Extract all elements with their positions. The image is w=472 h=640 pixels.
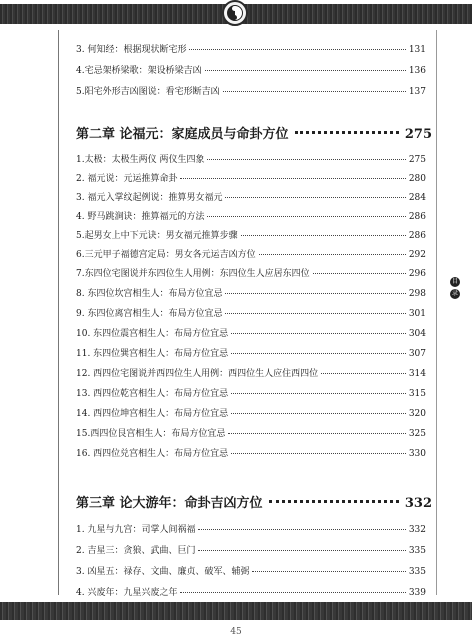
toc-entry[interactable] bbox=[76, 386, 426, 402]
toc-entry-page: 307 bbox=[408, 349, 426, 359]
toc-entry-title: 8. 东四位坎宫相生人：布局方位宜忌 bbox=[76, 289, 223, 299]
toc-entry-page: 286 bbox=[408, 212, 426, 222]
toc-entry-page: 280 bbox=[408, 174, 426, 184]
toc-entry-page: 332 bbox=[408, 525, 426, 535]
toc-entry-page: 298 bbox=[408, 289, 426, 299]
leader-dots bbox=[180, 592, 405, 593]
leader-dots bbox=[231, 333, 406, 334]
toc-entry[interactable] bbox=[76, 190, 426, 206]
leader-dots bbox=[225, 313, 405, 314]
toc-entry-title: 3. 何知经：根据现状断宅形 bbox=[76, 45, 187, 55]
toc-entry-title: 5.阳宅外形吉凶图说：看宅形断吉凶 bbox=[76, 87, 220, 97]
leader-dots bbox=[180, 178, 405, 179]
toc-entry-page: 275 bbox=[408, 155, 426, 165]
chapter-title: 第二章 论福元：家庭成员与命卦方位 bbox=[76, 127, 289, 142]
leader-dots bbox=[223, 91, 406, 92]
chapter-title: 第三章 论大游年：命卦吉凶方位 bbox=[76, 496, 263, 511]
toc-entry-page: 330 bbox=[408, 449, 426, 459]
toc-entry-title: 3. 福元入掌纹起例说：推算男女福元 bbox=[76, 193, 223, 203]
toc-entry[interactable] bbox=[76, 42, 426, 58]
leader-dots bbox=[269, 500, 399, 503]
toc-entry-title: 16. 西四位兑宫相生人：布局方位宜忌 bbox=[76, 449, 229, 459]
toc-entry-title: 4. 兴废年：九星兴废之年 bbox=[76, 588, 178, 598]
toc-entry[interactable] bbox=[76, 63, 426, 79]
toc-entry-page: 335 bbox=[408, 567, 426, 577]
chapter-page: 275 bbox=[404, 127, 432, 142]
toc-entry-page: 325 bbox=[408, 429, 426, 439]
leader-dots bbox=[225, 293, 405, 294]
leader-dots bbox=[321, 373, 406, 374]
toc-entry-page: 284 bbox=[408, 193, 426, 203]
bottom-decorative-band bbox=[0, 602, 472, 620]
leader-dots bbox=[189, 49, 405, 50]
chapter-heading[interactable] bbox=[76, 492, 432, 514]
leader-dots bbox=[225, 197, 405, 198]
toc-entry-page: 301 bbox=[408, 309, 426, 319]
leader-dots bbox=[198, 550, 405, 551]
toc-entry[interactable] bbox=[76, 426, 426, 442]
toc-entry[interactable] bbox=[76, 171, 426, 187]
toc-entry-page: 315 bbox=[408, 389, 426, 399]
toc-entry[interactable] bbox=[76, 326, 426, 342]
toc-entry[interactable] bbox=[76, 228, 426, 244]
toc-entry[interactable] bbox=[76, 564, 426, 580]
leader-dots bbox=[241, 235, 406, 236]
toc-entry-title: 15.西四位艮宫相生人：布局方位宜忌 bbox=[76, 429, 226, 439]
right-margin-rule bbox=[436, 30, 437, 595]
toc-entry[interactable] bbox=[76, 366, 426, 382]
toc-entry-title: 11. 东四位巽宫相生人：布局方位宜忌 bbox=[76, 349, 229, 359]
toc-entry-page: 320 bbox=[408, 409, 426, 419]
toc-entry-title: 12. 西四位宅图说并西四位生人用例：西四位生人应住西四位 bbox=[76, 369, 319, 379]
toc-entry-page: 136 bbox=[408, 66, 426, 76]
leader-dots bbox=[313, 273, 406, 274]
leader-dots bbox=[231, 353, 406, 354]
toc-entry-title: 7.东四位宅图说并东四位生人用例：东四位生人应居东四位 bbox=[76, 269, 310, 279]
toc-entry[interactable] bbox=[76, 266, 426, 282]
leader-dots bbox=[295, 131, 399, 134]
toc-entry[interactable] bbox=[76, 152, 426, 168]
toc-entry[interactable] bbox=[76, 446, 426, 462]
leader-dots bbox=[228, 433, 405, 434]
toc-entry-page: 286 bbox=[408, 231, 426, 241]
chapter-heading[interactable] bbox=[76, 123, 432, 145]
toc-entry-title: 4. 野马跳涧诀：推算福元的方法 bbox=[76, 212, 205, 222]
leader-dots bbox=[207, 159, 405, 160]
toc-entry-title: 6.三元甲子福德宫定局：男女各元运吉凶方位 bbox=[76, 250, 256, 260]
toc-entry[interactable] bbox=[76, 522, 426, 538]
toc-entry-title: 4.宅忌架桥梁歌：架设桥梁吉凶 bbox=[76, 66, 202, 76]
leader-dots bbox=[205, 70, 406, 71]
leader-dots bbox=[231, 413, 406, 414]
leader-dots bbox=[252, 571, 405, 572]
toc-entry-page: 296 bbox=[408, 269, 426, 279]
toc-entry[interactable] bbox=[76, 346, 426, 362]
toc-entry[interactable] bbox=[76, 84, 426, 100]
side-tab-marker-icon: 目 录 bbox=[451, 278, 458, 297]
toc-entry[interactable] bbox=[76, 306, 426, 322]
toc-entry-page: 304 bbox=[408, 329, 426, 339]
toc-entry-title: 3. 凶星五：禄存、文曲、廉贞、破军、辅弼 bbox=[76, 567, 250, 577]
toc-entry-title: 2. 福元说：元运推算命卦 bbox=[76, 174, 178, 184]
toc-entry[interactable] bbox=[76, 247, 426, 263]
toc-entry[interactable] bbox=[76, 286, 426, 302]
toc-entry-page: 137 bbox=[408, 87, 426, 97]
yin-yang-emblem-icon bbox=[222, 0, 248, 26]
toc-entry-page: 335 bbox=[408, 546, 426, 556]
toc-entry[interactable] bbox=[76, 406, 426, 422]
chapter-page: 332 bbox=[404, 496, 432, 511]
toc-entry[interactable] bbox=[76, 209, 426, 225]
leader-dots bbox=[259, 254, 406, 255]
toc-entry-title: 14. 西四位坤宫相生人：布局方位宜忌 bbox=[76, 409, 229, 419]
left-margin-rule bbox=[58, 30, 59, 595]
toc-entry-page: 131 bbox=[408, 45, 426, 55]
toc-entry[interactable] bbox=[76, 585, 426, 601]
toc-entry-page: 339 bbox=[408, 588, 426, 598]
leader-dots bbox=[231, 453, 406, 454]
toc-entry-title: 5.起男女上中下元诀：男女福元推算步骤 bbox=[76, 231, 238, 241]
toc-entry-title: 10. 东四位震宫相生人：布局方位宜忌 bbox=[76, 329, 229, 339]
toc-entry[interactable] bbox=[76, 543, 426, 559]
toc-entry-title: 9. 东四位离宫相生人：布局方位宜忌 bbox=[76, 309, 223, 319]
toc-entry-page: 314 bbox=[408, 369, 426, 379]
leader-dots bbox=[198, 529, 405, 530]
toc-entry-title: 1.太极：太极生两仪 两仪生四象 bbox=[76, 155, 205, 165]
leader-dots bbox=[231, 393, 406, 394]
toc-entry-page: 292 bbox=[408, 250, 426, 260]
toc-entry-title: 13. 西四位乾宫相生人：布局方位宜忌 bbox=[76, 389, 229, 399]
leader-dots bbox=[207, 216, 405, 217]
page-number: 45 bbox=[230, 627, 242, 637]
toc-entry-title: 2. 吉星三：贪狼、武曲、巨门 bbox=[76, 546, 196, 556]
toc-entry-title: 1. 九星与九宫：司掌人间祸福 bbox=[76, 525, 196, 535]
